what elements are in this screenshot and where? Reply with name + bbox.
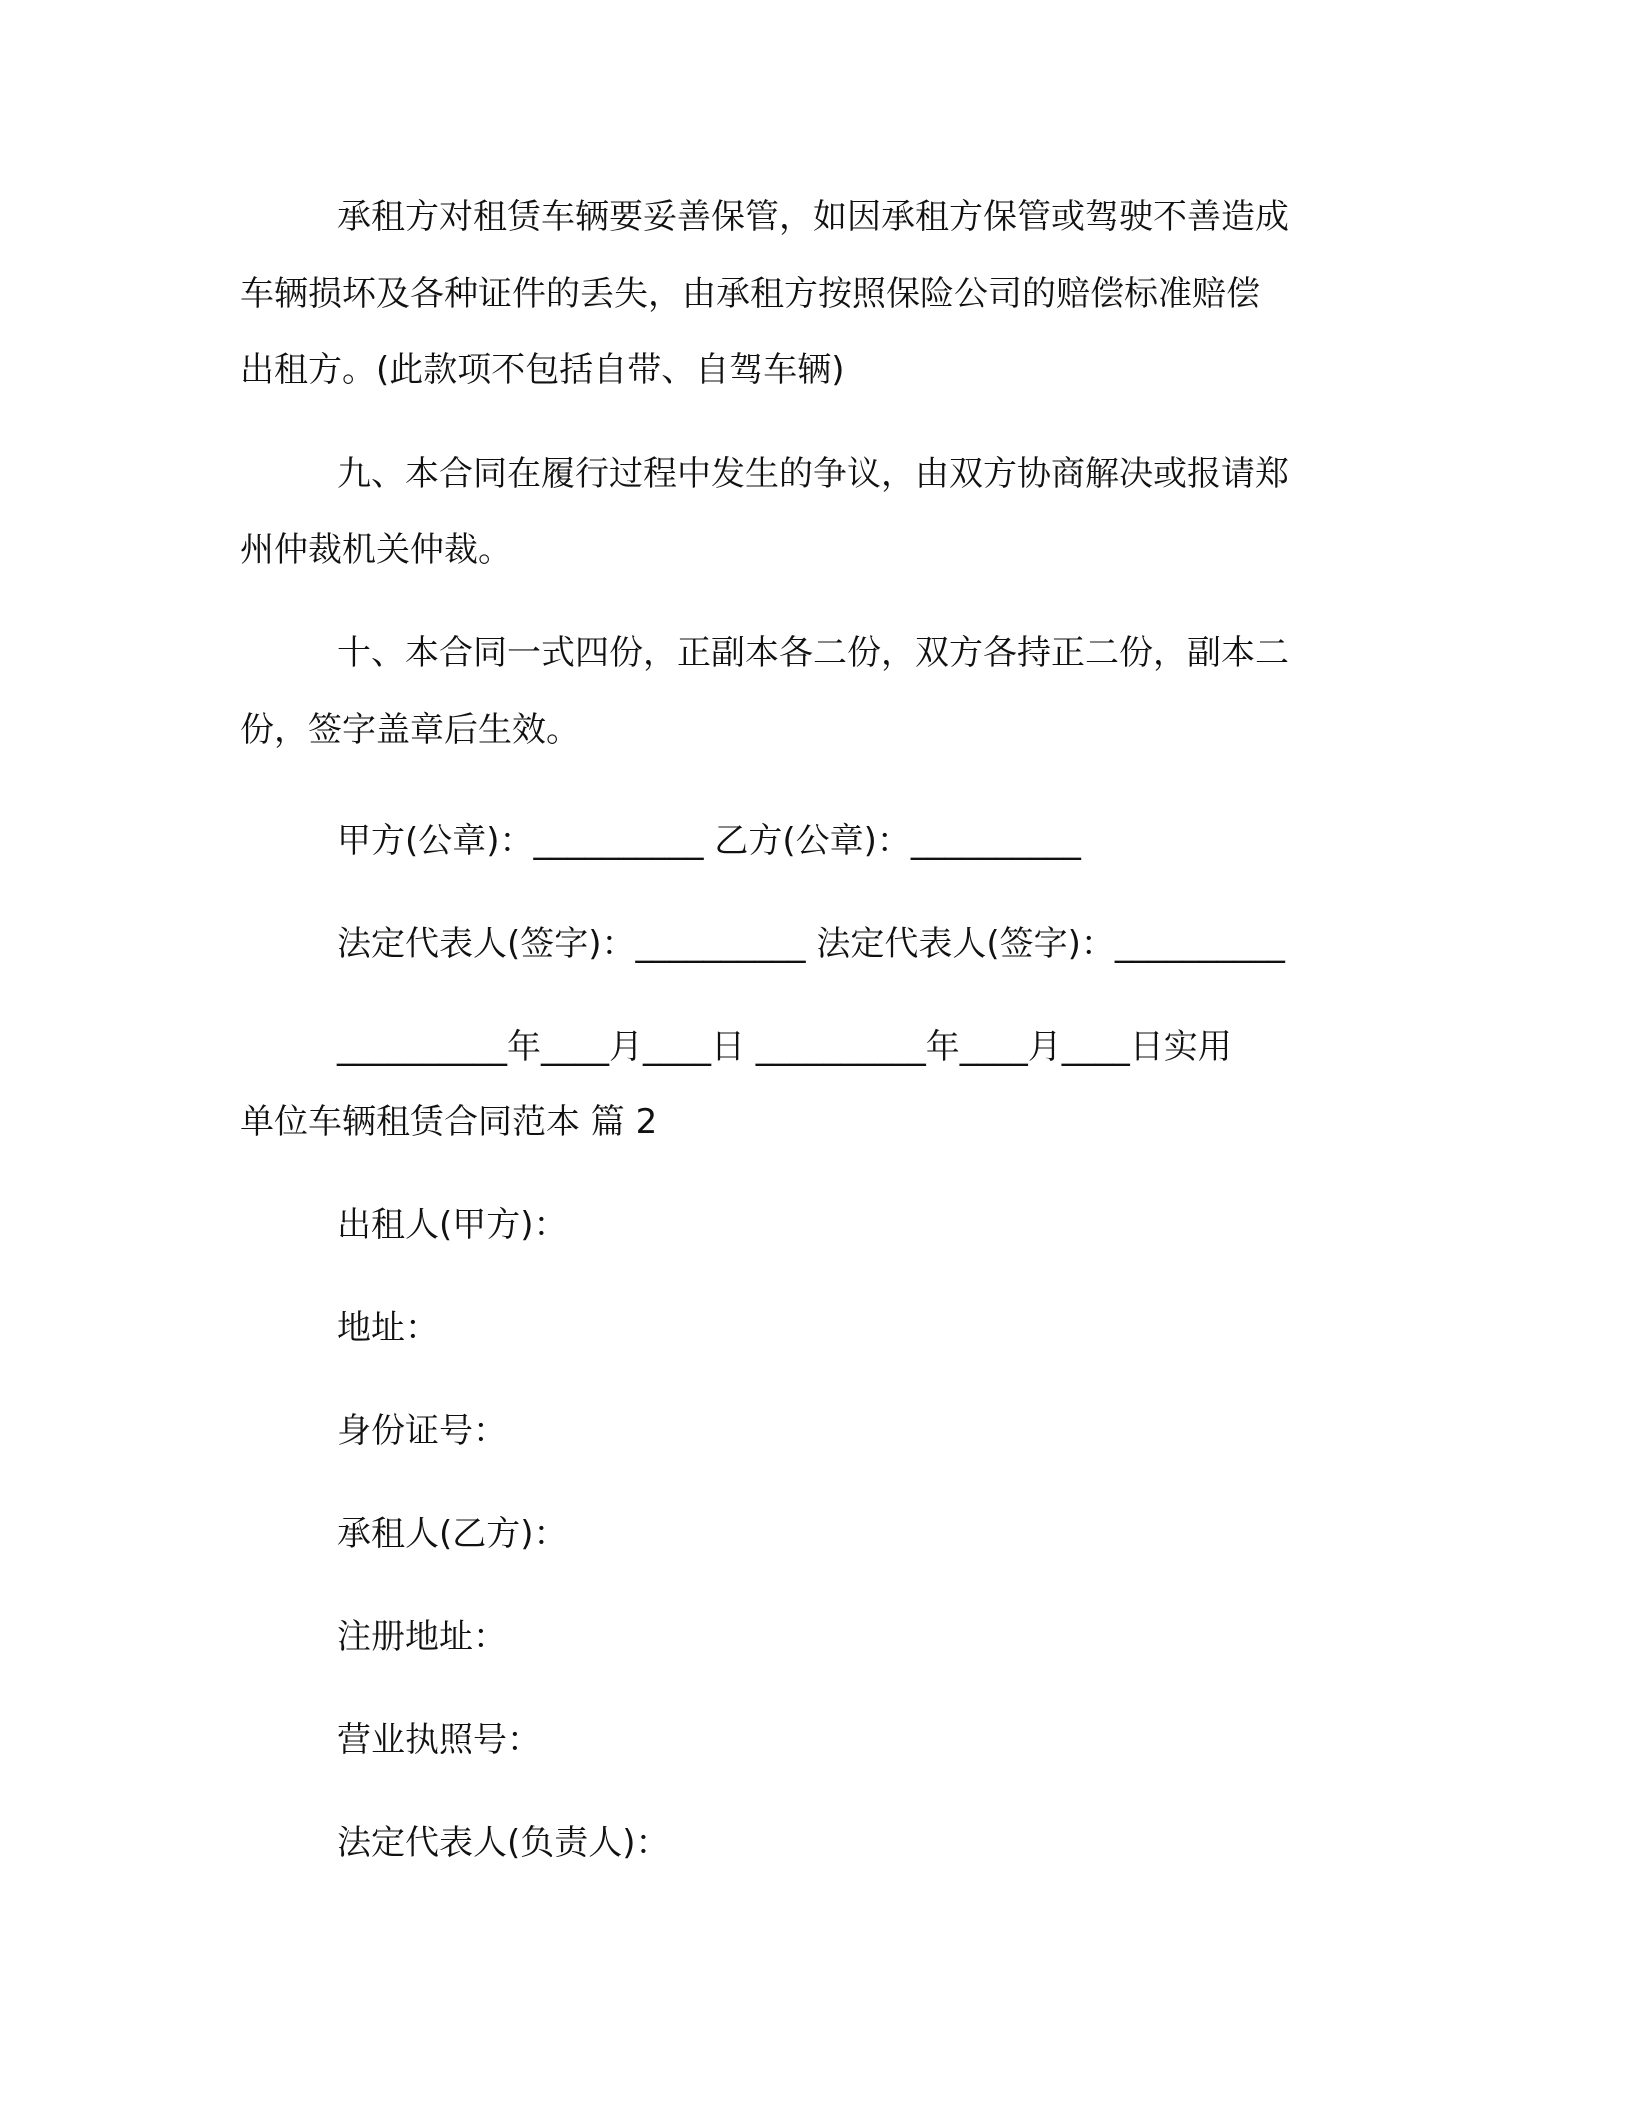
field-registered-address: 注册地址： <box>337 1617 507 1657</box>
field-business-license: 营业执照号： <box>337 1720 541 1760</box>
field-id-number: 身份证号： <box>337 1411 507 1451</box>
paragraph-line: 车辆损坏及各种证件的丢失，由承租方按照保险公司的赔偿标准赔偿 <box>240 274 1260 314</box>
seal-signature-line: 甲方(公章)：__________ 乙方(公章)：__________ <box>337 821 1081 861</box>
clause-10-line: 十、本合同一式四份，正副本各二份，双方各持正二份，副本二 <box>337 633 1289 673</box>
paragraph-line: 承租方对租赁车辆要妥善保管，如因承租方保管或驾驶不善造成 <box>337 197 1289 237</box>
clause-9-line: 九、本合同在履行过程中发生的争议，由双方协商解决或报请郑 <box>337 454 1289 494</box>
clause-9-line: 州仲裁机关仲裁。 <box>240 530 512 570</box>
field-address: 地址： <box>337 1308 439 1348</box>
section-title: 单位车辆租赁合同范本 篇 2 <box>240 1102 658 1142</box>
representative-signature-line: 法定代表人(签字)：__________ 法定代表人(签字)：__________ <box>337 924 1285 964</box>
field-legal-representative: 法定代表人(负责人)： <box>337 1823 670 1863</box>
field-lessee: 承租人(乙方)： <box>337 1514 568 1554</box>
clause-10-line: 份，签字盖章后生效。 <box>240 710 580 750</box>
date-signature-line: __________年____月____日 __________年____月____日实用 <box>337 1027 1232 1067</box>
paragraph-line: 出租方。(此款项不包括自带、自驾车辆) <box>240 350 845 390</box>
field-lessor: 出租人(甲方)： <box>337 1205 568 1245</box>
